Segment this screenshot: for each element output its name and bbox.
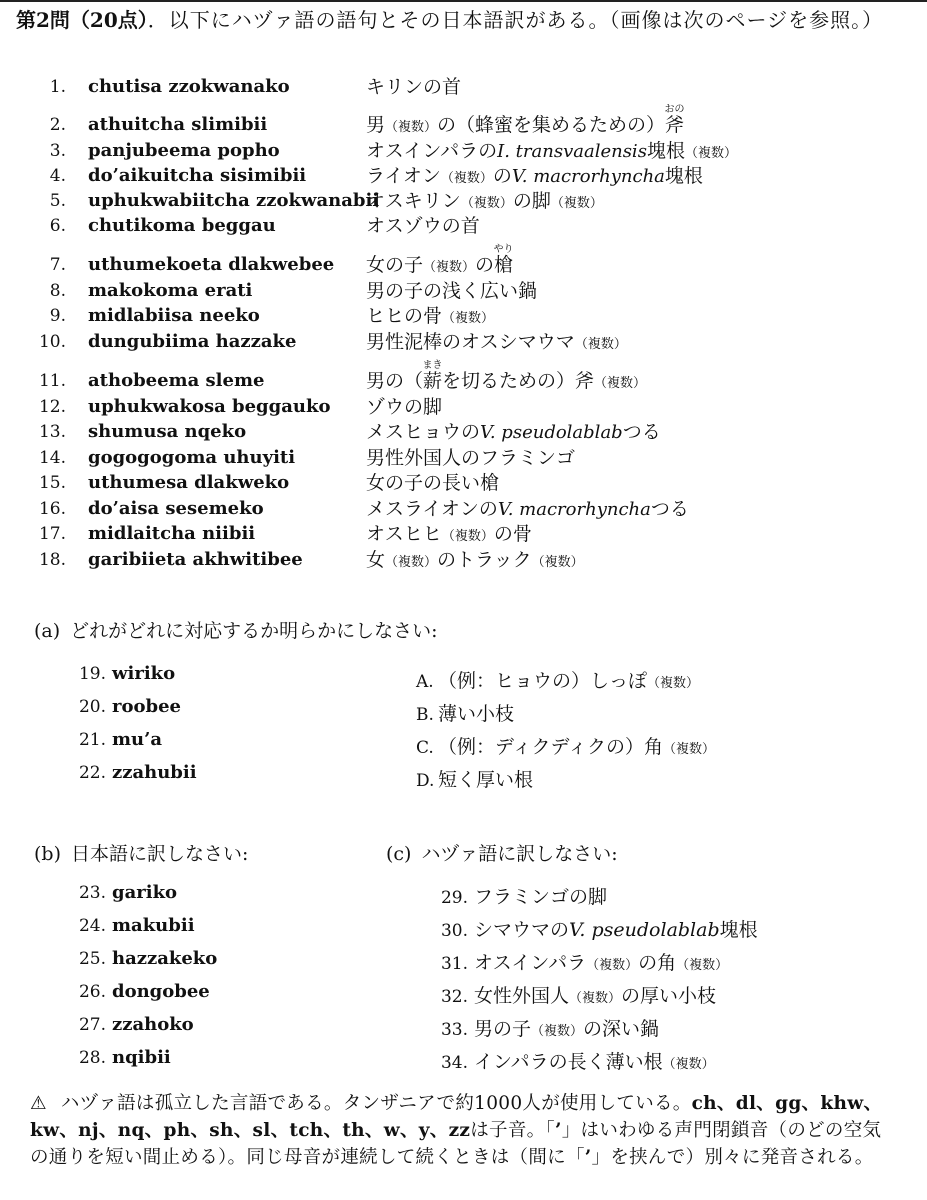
example-number: 5. [49, 191, 66, 211]
plural-marker: （複数） [676, 958, 729, 973]
example-number: 15. [38, 473, 66, 493]
option-text [438, 736, 715, 758]
question-number: 31. [440, 954, 468, 974]
translation-segment: ライオン [366, 165, 441, 187]
hadza-phrase: gogogogoma uhuyiti [88, 447, 296, 468]
translate-to-japanese-item [72, 1014, 194, 1042]
question-number: 28. [78, 1048, 106, 1068]
example-number: 10. [38, 332, 66, 352]
option-letter: A. [416, 672, 434, 692]
question-number: 19. [78, 664, 106, 684]
option-text [438, 703, 514, 725]
option-letter: D. [416, 771, 435, 791]
translate-to-japanese-item [72, 948, 217, 976]
hadza-phrase: shumusa nqeko [88, 421, 247, 442]
option-letter: C. [416, 738, 434, 758]
hadza-phrase: uthumekoeta dlakwebee [88, 254, 335, 275]
translation-segment: の骨 [493, 523, 532, 545]
translation-segment: 男の子 [474, 1018, 532, 1040]
translation-segment: 塊根 [664, 165, 703, 187]
example-number: 4. [49, 166, 66, 186]
plural-marker: （複数） [385, 555, 438, 570]
ruby-word: 斧 おの [665, 112, 684, 138]
match-word [72, 663, 175, 691]
translation-segment: つる [622, 421, 661, 443]
japanese-translation [366, 547, 584, 576]
translate-to-hadza-item [434, 1014, 659, 1042]
hadza-word: nqibii [112, 1047, 171, 1068]
question-number: 22. [78, 763, 106, 783]
translation-segment: オスゾウの首 [366, 215, 480, 237]
japanese-translation [366, 74, 461, 100]
hadza-word: mu’a [112, 729, 163, 750]
problem-instructions: ．以下にハヅァ語の語句とその日本語訳がある。（画像は次のページを参照。） [147, 8, 884, 32]
translation-segment: 女 [366, 549, 386, 571]
match-word [72, 762, 197, 790]
example-number: 16. [38, 499, 66, 519]
plural-marker: （複数） [423, 260, 476, 275]
example-number: 18. [38, 550, 66, 570]
japanese-phrase [474, 952, 728, 974]
plural-marker: （複数） [441, 529, 494, 544]
question-number: 21. [78, 730, 106, 750]
plural-marker: （複数） [550, 196, 603, 211]
match-option [416, 699, 514, 726]
translation-segment: シマウマの [474, 919, 570, 941]
hadza-word: zzahoko [112, 1014, 194, 1035]
japanese-phrase [474, 1018, 659, 1040]
translation-segment: を切るための）斧 [442, 370, 595, 392]
option-text [438, 769, 533, 791]
translation-segment: の角 [638, 952, 677, 974]
hadza-word: dongobee [112, 981, 210, 1002]
example-number: 6. [49, 216, 66, 236]
part-b-label: (b) 日本語に訳しなさい: [34, 843, 249, 865]
plural-marker: （複数） [574, 337, 627, 352]
match-option [416, 765, 533, 792]
hadza-phrase: midlabiisa neeko [88, 305, 260, 326]
translation-segment: の脚 [512, 190, 551, 212]
translation-segment: 女の子の長い槍 [366, 472, 500, 494]
plural-marker: （複数） [440, 171, 493, 186]
plural-marker: （複数） [442, 311, 495, 326]
plural-marker: （複数） [531, 1024, 584, 1039]
japanese-translation [366, 329, 627, 358]
translation-segment: 塊根 [719, 919, 758, 941]
translation-segment: 短く厚い根 [438, 769, 534, 791]
hadza-phrase: athobeema sleme [88, 370, 265, 391]
match-word [72, 696, 181, 724]
match-option [416, 666, 699, 693]
japanese-translation [366, 419, 661, 446]
hadza-phrase: do’aisa sesemeko [88, 498, 264, 519]
japanese-translation [366, 521, 532, 550]
question-number: 32. [440, 987, 468, 1007]
translation-segment: ヒヒの骨 [366, 305, 443, 327]
option-text [438, 670, 699, 692]
japanese-translation [366, 213, 480, 239]
hadza-word: hazzakeko [112, 948, 218, 969]
match-word [72, 729, 162, 757]
ruby-reading: やり [493, 244, 514, 255]
hadza-phrase: garibiieta akhwitibee [88, 549, 303, 570]
species-name: V. macrorhyncha [511, 166, 665, 187]
example-number: 3. [49, 141, 66, 161]
japanese-translation [366, 104, 685, 141]
problem-number: 第2問（20点） [16, 8, 148, 32]
hadza-word: zzahubii [112, 762, 197, 783]
translation-segment: 男の子の浅く広い鍋 [366, 280, 538, 302]
translate-to-japanese-item [72, 915, 195, 943]
translation-segment: の（蜂蜜を集めるための） [437, 114, 666, 136]
japanese-translation [366, 470, 499, 496]
translation-segment: 塊根 [646, 140, 685, 162]
option-letter: B. [416, 705, 434, 725]
example-number: 12. [38, 397, 66, 417]
japanese-translation [366, 394, 442, 420]
match-option [416, 732, 715, 759]
plural-marker: （複数） [684, 146, 737, 161]
part-c-label: (c) ハヅァ語に訳しなさい: [386, 843, 618, 865]
hadza-phrase: uphukwakosa beggauko [88, 396, 331, 417]
translation-segment: オスインパラ [474, 952, 587, 974]
japanese-phrase [474, 886, 607, 908]
plural-marker: （複数） [569, 991, 622, 1006]
translation-segment: の [492, 165, 512, 187]
species-name: I. transvaalensis [497, 141, 647, 162]
translation-segment: 女性外国人 [474, 985, 570, 1007]
japanese-translation [366, 303, 494, 332]
hadza-phrase: uthumesa dlakweko [88, 472, 290, 493]
translation-segment: つる [650, 498, 689, 520]
translate-to-hadza-item [434, 915, 758, 943]
hadza-phrase: midlaitcha niibii [88, 523, 256, 544]
translate-to-japanese-item [72, 1047, 171, 1075]
hadza-word: makubii [112, 915, 195, 936]
translate-to-japanese-item [72, 882, 177, 910]
ruby-word: 薪 まき [423, 368, 442, 394]
hadza-phrase: makokoma erati [88, 280, 253, 301]
translation-segment: （例：ヒョウの）しっぽ [438, 670, 648, 692]
warning-icon: ⚠ [30, 1093, 47, 1114]
problem-header [16, 4, 916, 36]
japanese-translation [366, 445, 575, 471]
question-number: 33. [440, 1020, 468, 1040]
consonant-list: ch、dl、gg、khw、kw、nj、nq、ph、sh、sl、tch、th、w、y、zz [30, 1093, 883, 1141]
translation-segment: の [475, 254, 495, 276]
japanese-translation [366, 244, 514, 281]
translation-segment: フラミンゴの脚 [474, 886, 608, 908]
top-rule [0, 0, 927, 2]
translation-segment: オスキリン [366, 190, 461, 212]
example-number: 11. [38, 371, 66, 391]
translate-to-hadza-item [434, 882, 607, 910]
language-note: ⚠ ハヅァ語は孤立した言語である。タンザニアで約1000人が使用している。ch、dl、gg、khw、kw、nj、nq、ph、sh、sl、tch、th、w、y、zzは子音。「’」はいわゆる声門閉鎖音（のどの空気の通りを短い間止める）。同じ母音が連続して続くときは（間に「’」を挟んで）別々に発音される。 [30, 1093, 883, 1168]
plural-marker: （複数） [531, 555, 584, 570]
translation-segment: オスヒヒ [366, 523, 442, 545]
example-number: 17. [38, 524, 66, 544]
question-number: 26. [78, 982, 106, 1002]
plural-marker: （複数） [385, 120, 438, 135]
translation-segment: ゾウの脚 [366, 396, 443, 418]
question-number: 30. [440, 921, 468, 941]
plural-marker: （複数） [460, 196, 513, 211]
translation-segment: インパラの長く薄い根 [474, 1051, 663, 1073]
question-number: 23. [78, 883, 106, 903]
japanese-translation [366, 496, 689, 523]
hadza-word: roobee [112, 696, 181, 717]
plural-marker: （複数） [662, 742, 715, 757]
translation-segment: 男性外国人のフラミンゴ [366, 447, 576, 469]
hadza-phrase: chutisa zzokwanako [88, 76, 290, 97]
translate-to-hadza-item [434, 981, 716, 1009]
question-number: 29. [440, 888, 468, 908]
japanese-translation [366, 278, 537, 304]
japanese-phrase [474, 1051, 715, 1073]
hadza-phrase: dungubiima hazzake [88, 331, 297, 352]
translation-segment: 男 [366, 114, 386, 136]
translation-segment: メスヒョウの [366, 421, 481, 443]
translation-segment: の深い鍋 [583, 1018, 660, 1040]
question-number: 24. [78, 916, 106, 936]
plural-marker: （複数） [662, 1057, 715, 1072]
translation-segment: 薄い小枝 [438, 703, 515, 725]
translation-segment: メスライオンの [366, 498, 498, 520]
plural-marker: （複数） [586, 958, 639, 973]
translation-segment: キリンの首 [366, 76, 462, 98]
example-number: 9. [49, 306, 66, 326]
hadza-phrase: athuitcha slimibii [88, 114, 268, 135]
hadza-word: gariko [112, 882, 178, 903]
question-number: 34. [440, 1053, 468, 1073]
translate-to-hadza-item [434, 948, 728, 976]
translation-segment: のトラック [437, 549, 532, 571]
question-number: 27. [78, 1015, 106, 1035]
translation-segment: 女の子 [366, 254, 424, 276]
example-number: 8. [49, 281, 66, 301]
translation-segment: オスインパラの [366, 140, 498, 162]
japanese-phrase [474, 985, 716, 1007]
hadza-word: wiriko [112, 663, 176, 684]
species-name: V. pseudolablab [569, 919, 720, 941]
example-number: 2. [49, 115, 66, 135]
question-number: 25. [78, 949, 106, 969]
example-number: 1. [49, 77, 66, 97]
translation-segment: の厚い小枝 [621, 985, 717, 1007]
species-name: V. pseudolablab [480, 422, 623, 443]
hadza-phrase: panjubeema popho [88, 140, 280, 161]
translate-to-japanese-item [72, 981, 210, 1009]
hadza-phrase: chutikoma beggau [88, 215, 276, 236]
translate-to-hadza-item [434, 1047, 715, 1075]
plural-marker: （複数） [594, 376, 647, 391]
example-number: 7. [49, 255, 66, 275]
species-name: V. macrorhyncha [497, 499, 651, 520]
japanese-translation [366, 360, 647, 397]
part-a-label: (a) どれがどれに対応するか明らかにしなさい: [34, 620, 438, 642]
ruby-word: 槍 やり [494, 252, 513, 278]
question-number: 20. [78, 697, 106, 717]
example-number: 13. [38, 422, 66, 442]
translation-segment: （例：ディクディクの）角 [438, 736, 663, 758]
translation-segment: 男性泥棒のオスシマウマ [366, 331, 575, 353]
plural-marker: （複数） [647, 676, 700, 691]
japanese-phrase [474, 919, 758, 941]
hadza-phrase: do’aikuitcha sisimibii [88, 165, 307, 186]
hadza-phrase: uphukwabiitcha zzokwanabii [88, 190, 380, 211]
ruby-reading: まき [422, 360, 443, 371]
ruby-reading: おの [664, 104, 685, 115]
example-number: 14. [38, 448, 66, 468]
translation-segment: 男の（ [366, 370, 424, 392]
